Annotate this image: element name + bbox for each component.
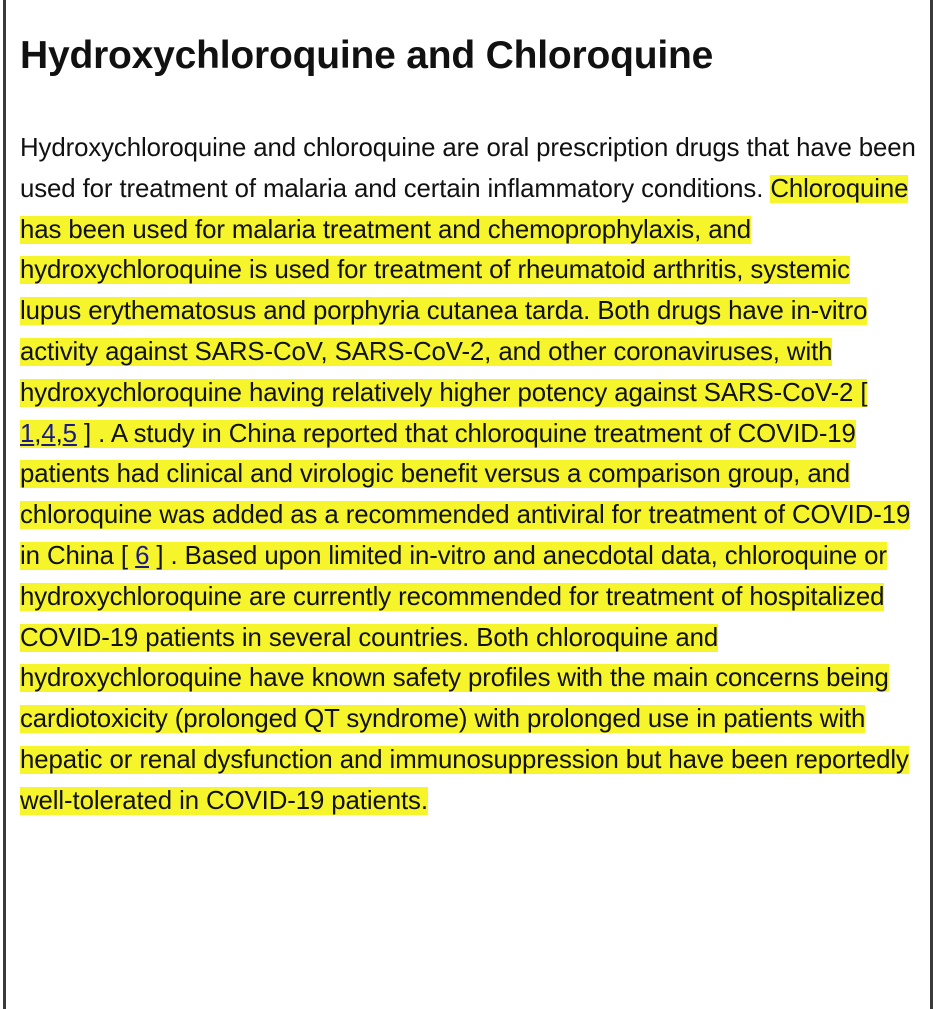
paragraph-intro: Hydroxychloroquine and chloroquine are oral prescription drugs that have been used for treatment of malaria and certain inflammatory conditions. [20, 134, 916, 203]
reference-separator-1: , [34, 419, 42, 448]
highlighted-text-3: ] . Based upon limited in-vitro and anecdotal data, chloroquine or hydroxychloroquine are currently recommended for treatment of hospitalized COVID-19 patients in several countries. Both chloroquine and hydroxychloroquine have known safety profiles with the main concerns being cardiotoxicity (prolonged QT syndrome) with prolonged use in patients with hepatic or renal dysfunction and immunosuppression but have been reportedly well-tolerated in COVID-19 patients. [20, 541, 909, 815]
reference-separator-2: , [55, 419, 63, 448]
page-border-left [3, 0, 6, 1009]
article-content [20, 24, 916, 822]
reference-link-4[interactable]: 4 [41, 419, 56, 448]
page-border-right [930, 0, 933, 1009]
reference-link-1[interactable]: 1 [20, 419, 35, 448]
section-heading: Hydroxychloroquine and Chloroquine [20, 34, 714, 77]
highlighted-text-1: Chloroquine has been used for malaria treatment and chemoprophylaxis, and hydroxychloroquine is used for treatment of rheumatoid arthritis, systemic lupus erythematosus and porphyria cutanea tarda. Both drugs have in-vitro activity against SARS-CoV, SARS-CoV-2, and other coronaviruses, with hydroxychloroquine having relatively higher potency against SARS-CoV-2 [ [20, 174, 909, 407]
reference-link-6[interactable]: 6 [135, 541, 150, 570]
body-paragraph [20, 128, 916, 822]
reference-link-5[interactable]: 5 [62, 419, 77, 448]
highlighted-text-2: ] . A study in China reported that chloroquine treatment of COVID-19 patients had clinical and virologic benefit versus a comparison group, and chloroquine was added as a recommended antiviral for treatment of COVID-19 in China [ [20, 419, 911, 570]
